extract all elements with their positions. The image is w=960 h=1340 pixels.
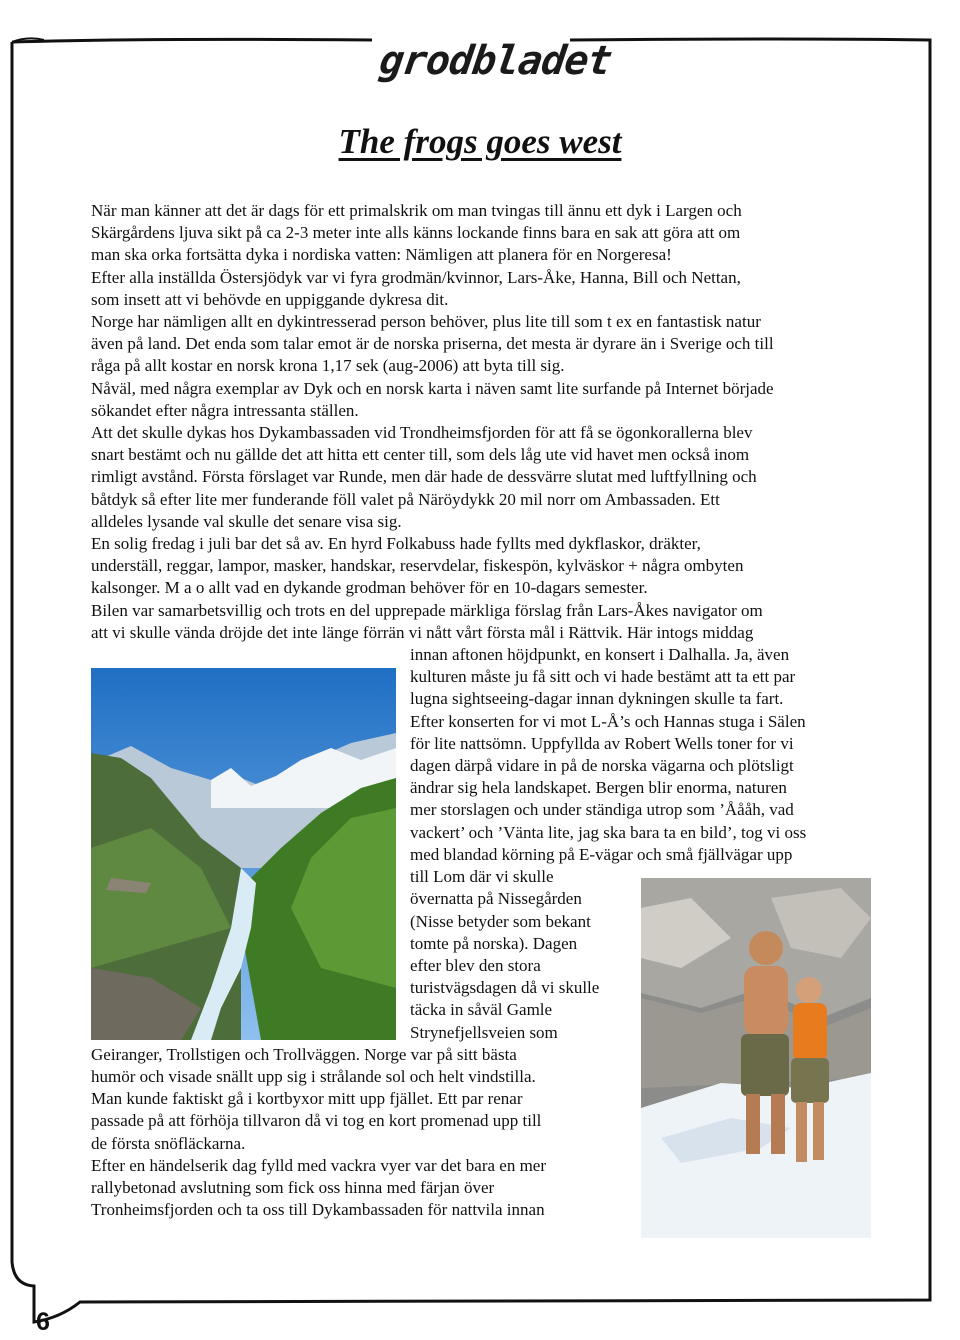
text-line: rimligt avstånd. Första förslaget var Runde, men där hade de dessvärre slutat med luftfyllning och — [91, 467, 757, 487]
text-line: till Lom där vi skulle — [410, 867, 554, 887]
text-line: underställ, reggar, lampor, masker, handskar, reservdelar, fiskespön, kylväskor + några ombyten — [91, 556, 744, 576]
text-line: lugna sightseeing-dagar innan dykningen skulle ta fart. — [410, 689, 784, 709]
page-number: 6 — [36, 1308, 50, 1336]
text-line: efter blev den stora — [410, 955, 541, 975]
text-line: Efter en händelserik dag fylld med vackra vyer var det bara en mer — [91, 1155, 547, 1175]
text-line: kulturen måste ju få sitt och vi hade bestämt att ta ett par — [410, 667, 796, 687]
text-line: passade på att förhöja tillvaron då vi tog en kort promenad upp till — [91, 1111, 542, 1131]
text-line: att vi skulle vända dröjde det inte länge förrän vi nått vårt första mål i Rättvik. Här intogs middag — [91, 622, 754, 642]
text-line: Strynefjellsveien som — [410, 1022, 558, 1042]
text-line: ändrar sig hela landskapet. Bergen blir enorma, naturen — [410, 778, 787, 798]
mountain-valley-photo — [91, 668, 396, 1040]
paragraph — [91, 267, 881, 311]
text-line: som insett att vi behövde en uppiggande dykresa dit. — [91, 289, 449, 309]
text-line: turistvägsdagen då vi skulle — [410, 978, 600, 998]
text-line: Man kunde faktiskt gå i kortbyxor mitt upp fjället. Ett par renar — [91, 1089, 523, 1109]
text-line: Norge har nämligen allt en dykintresserad person behöver, plus lite till som t ex en fantastisk natur — [91, 312, 761, 332]
text-line: Bilen var samarbetsvillig och trots en del upprepade märkliga förslag från Lars-Åkes navigator om — [91, 600, 763, 620]
text-line: sökandet efter några intressanta ställen. — [91, 400, 359, 420]
couple-on-snow-photo — [641, 878, 871, 1238]
paragraph — [91, 200, 881, 267]
text-line: Nåväl, med några exemplar av Dyk och en norsk karta i näven samt lite surfande på Internet började — [91, 378, 774, 398]
paragraph — [91, 311, 881, 378]
text-line: med blandad körning på E-vägar och små fjällvägar upp — [410, 844, 793, 864]
text-line: båtdyk så efter lite mer funderande föll valet på Näröydykk 20 mil norr om Ambassaden. Ett — [91, 489, 720, 509]
text-line: kalsonger. M a o allt vad en dykande grodman behöver för en 10-dagars semester. — [91, 578, 648, 598]
text-line: innan aftonen höjdpunkt, en konsert i Dalhalla. Ja, även — [410, 645, 790, 665]
article-title: The frogs goes west — [338, 122, 622, 161]
text-line: Skärgårdens ljuva sikt på ca 2-3 meter inte alls känns lockande finns bara en sak att göra att om — [91, 223, 741, 243]
text-line: rallybetonad avslutning som fick oss hinna med färjan över — [91, 1177, 495, 1197]
text-line: tomte på norska). Dagen — [410, 933, 578, 953]
text-line: Att det skulle dykas hos Dykambassaden vid Trondheimsfjorden för att få se ögonkorallerna blev — [91, 423, 753, 443]
text-line: (Nisse betyder som bekant — [410, 911, 591, 931]
text-line: Geiranger, Trollstigen och Trollväggen. Norge var på sitt bästa — [91, 1044, 517, 1064]
text-line: Tronheimsfjorden och ta oss till Dykambassaden för nattvila innan — [91, 1200, 545, 1220]
text-line: de första snöfläckarna. — [91, 1133, 246, 1153]
paragraph — [91, 422, 881, 533]
text-line: Efter konserten for vi mot L-Å’s och Hannas stuga i Sälen — [410, 711, 806, 731]
text-line: alldeles lysande val skulle det senare visa sig. — [91, 511, 402, 531]
text-line: vackert’ och ’Vänta lite, jag ska bara ta en bild’, tog vi oss — [410, 822, 807, 842]
paragraph — [91, 533, 881, 600]
text-line: råga på allt kostar en norsk krona 1,17 sek (aug-2006) att byta till sig. — [91, 356, 565, 376]
text-line: mer storslagen och under ständiga utrop som ’Åååh, vad — [410, 800, 794, 820]
paragraph — [91, 600, 881, 644]
text-line: även på land. Det enda som talar emot är de norska priserna, det mesta är dyrare än i Sverige och till — [91, 334, 774, 354]
text-line: dagen därpå vidare in på de norska vägarna och plötsligt — [410, 756, 794, 776]
text-line: När man känner att det är dags för ett primalskrik om man tvingas till ännu ett dyk i Largen och — [91, 201, 742, 220]
text-line: man ska orka fortsätta dyka i nordiska vatten: Nämligen att planera för en Norgeresa! — [91, 245, 672, 265]
text-line: humör och visade snällt upp sig i strålande sol och helt vindstilla. — [91, 1066, 536, 1086]
text-line: snart bestämt och nu gällde det att hitta ett center till, som dels låg ute vid havet men också inom — [91, 445, 750, 465]
text-line: övernatta på Nissegården — [410, 889, 582, 909]
newsletter-logo: grodbladet — [376, 38, 615, 84]
text-line: för lite nattsömn. Uppfyllda av Robert Wells toner for vi — [410, 733, 794, 753]
text-line: Efter alla inställda Östersjödyk var vi fyra grodmän/kvinnor, Lars-Åke, Hanna, Bill och Nettan, — [91, 267, 741, 287]
text-line: täcka in såväl Gamle — [410, 1000, 553, 1020]
text-line: En solig fredag i juli bar det så av. En hyrd Folkabuss hade fyllts med dykflaskor, dräkter, — [91, 534, 701, 554]
paragraph — [91, 378, 881, 422]
